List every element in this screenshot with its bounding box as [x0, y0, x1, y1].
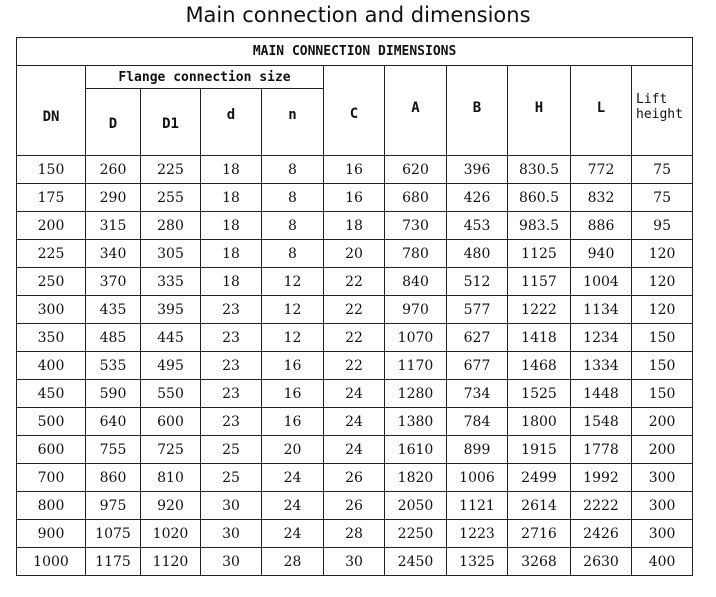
cell-lift-height: 75 — [632, 156, 693, 184]
header-c: C — [324, 66, 385, 156]
cell-n: 24 — [262, 464, 324, 492]
cell-h: 2614 — [508, 492, 571, 520]
cell-lift-height: 120 — [632, 296, 693, 324]
cell-n: 8 — [262, 156, 324, 184]
cell-a: 2450 — [385, 548, 447, 576]
cell-n: 16 — [262, 352, 324, 380]
cell-l: 772 — [571, 156, 632, 184]
cell-h: 1222 — [508, 296, 571, 324]
cell-b: 1223 — [447, 520, 508, 548]
cell-l: 1234 — [571, 324, 632, 352]
cell-d-hole: 23 — [201, 352, 262, 380]
cell-d-outer: 370 — [86, 268, 141, 296]
cell-n: 8 — [262, 240, 324, 268]
cell-lift-height: 150 — [632, 380, 693, 408]
cell-d1: 495 — [141, 352, 201, 380]
header-n: n — [262, 89, 324, 156]
cell-b: 784 — [447, 408, 508, 436]
cell-c: 28 — [324, 520, 385, 548]
table-row — [17, 240, 693, 268]
cell-a: 1170 — [385, 352, 447, 380]
cell-a: 620 — [385, 156, 447, 184]
cell-lift-height: 300 — [632, 492, 693, 520]
cell-lift-height: 150 — [632, 352, 693, 380]
cell-lift-height: 120 — [632, 268, 693, 296]
cell-dn: 600 — [17, 436, 86, 464]
table-row — [17, 212, 693, 240]
cell-d-hole: 18 — [201, 184, 262, 212]
cell-a: 970 — [385, 296, 447, 324]
cell-l: 1778 — [571, 436, 632, 464]
cell-l: 832 — [571, 184, 632, 212]
cell-a: 2050 — [385, 492, 447, 520]
cell-l: 1548 — [571, 408, 632, 436]
cell-d-hole: 18 — [201, 212, 262, 240]
cell-n: 20 — [262, 436, 324, 464]
cell-c: 24 — [324, 380, 385, 408]
table-row — [17, 380, 693, 408]
cell-d1: 335 — [141, 268, 201, 296]
cell-b: 677 — [447, 352, 508, 380]
cell-d-outer: 535 — [86, 352, 141, 380]
dimensions-table — [16, 37, 693, 576]
table-body — [17, 156, 693, 576]
table-row — [17, 436, 693, 464]
cell-l: 2630 — [571, 548, 632, 576]
cell-b: 480 — [447, 240, 508, 268]
header-lift-line1: Lift — [636, 91, 668, 107]
table-row — [17, 548, 693, 576]
cell-n: 12 — [262, 296, 324, 324]
cell-h: 830.5 — [508, 156, 571, 184]
cell-n: 8 — [262, 212, 324, 240]
cell-h: 1915 — [508, 436, 571, 464]
table-row — [17, 268, 693, 296]
cell-dn: 200 — [17, 212, 86, 240]
cell-a: 840 — [385, 268, 447, 296]
cell-l: 1448 — [571, 380, 632, 408]
cell-d-outer: 1175 — [86, 548, 141, 576]
cell-d-outer: 590 — [86, 380, 141, 408]
cell-d1: 305 — [141, 240, 201, 268]
cell-c: 24 — [324, 408, 385, 436]
cell-d-hole: 23 — [201, 296, 262, 324]
cell-d-hole: 30 — [201, 520, 262, 548]
cell-c: 20 — [324, 240, 385, 268]
cell-d1: 280 — [141, 212, 201, 240]
page-title: Main connection and dimensions — [185, 3, 531, 27]
cell-d-hole: 23 — [201, 324, 262, 352]
cell-lift-height: 75 — [632, 184, 693, 212]
cell-b: 627 — [447, 324, 508, 352]
cell-c: 26 — [324, 492, 385, 520]
cell-l: 1992 — [571, 464, 632, 492]
cell-dn: 250 — [17, 268, 86, 296]
cell-d-hole: 18 — [201, 240, 262, 268]
cell-b: 1325 — [447, 548, 508, 576]
cell-d1: 920 — [141, 492, 201, 520]
cell-n: 16 — [262, 380, 324, 408]
cell-dn: 800 — [17, 492, 86, 520]
cell-a: 1070 — [385, 324, 447, 352]
cell-c: 22 — [324, 352, 385, 380]
cell-l: 886 — [571, 212, 632, 240]
table-row — [17, 352, 693, 380]
cell-b: 512 — [447, 268, 508, 296]
table-row — [17, 184, 693, 212]
cell-lift-height: 200 — [632, 408, 693, 436]
cell-n: 24 — [262, 520, 324, 548]
cell-c: 22 — [324, 268, 385, 296]
cell-dn: 225 — [17, 240, 86, 268]
cell-lift-height: 150 — [632, 324, 693, 352]
cell-h: 2499 — [508, 464, 571, 492]
cell-l: 2222 — [571, 492, 632, 520]
header-dn: DN — [17, 66, 86, 156]
cell-dn: 350 — [17, 324, 86, 352]
cell-l: 1334 — [571, 352, 632, 380]
cell-d1: 1120 — [141, 548, 201, 576]
cell-n: 12 — [262, 324, 324, 352]
cell-b: 899 — [447, 436, 508, 464]
table-row — [17, 296, 693, 324]
cell-d-outer: 260 — [86, 156, 141, 184]
cell-h: 1800 — [508, 408, 571, 436]
cell-lift-height: 95 — [632, 212, 693, 240]
cell-dn: 400 — [17, 352, 86, 380]
cell-a: 2250 — [385, 520, 447, 548]
cell-b: 1121 — [447, 492, 508, 520]
cell-a: 1380 — [385, 408, 447, 436]
cell-d-outer: 290 — [86, 184, 141, 212]
cell-n: 28 — [262, 548, 324, 576]
cell-c: 18 — [324, 212, 385, 240]
cell-dn: 450 — [17, 380, 86, 408]
header-h: H — [508, 66, 571, 156]
cell-h: 860.5 — [508, 184, 571, 212]
cell-b: 577 — [447, 296, 508, 324]
cell-lift-height: 300 — [632, 520, 693, 548]
cell-d-hole: 18 — [201, 156, 262, 184]
cell-dn: 300 — [17, 296, 86, 324]
cell-dn: 900 — [17, 520, 86, 548]
cell-dn: 1000 — [17, 548, 86, 576]
cell-dn: 700 — [17, 464, 86, 492]
cell-d1: 445 — [141, 324, 201, 352]
cell-d-outer: 640 — [86, 408, 141, 436]
cell-dn: 175 — [17, 184, 86, 212]
cell-d-outer: 340 — [86, 240, 141, 268]
cell-d1: 725 — [141, 436, 201, 464]
cell-c: 22 — [324, 324, 385, 352]
table-row — [17, 324, 693, 352]
cell-d-outer: 435 — [86, 296, 141, 324]
cell-d-hole: 23 — [201, 408, 262, 436]
cell-a: 680 — [385, 184, 447, 212]
cell-h: 983.5 — [508, 212, 571, 240]
cell-d-outer: 1075 — [86, 520, 141, 548]
cell-h: 3268 — [508, 548, 571, 576]
cell-h: 2716 — [508, 520, 571, 548]
table-caption: MAIN CONNECTION DIMENSIONS — [17, 38, 693, 66]
cell-d1: 810 — [141, 464, 201, 492]
cell-a: 780 — [385, 240, 447, 268]
cell-d-outer: 755 — [86, 436, 141, 464]
cell-d-hole: 25 — [201, 464, 262, 492]
header-l: L — [571, 66, 632, 156]
cell-d1: 600 — [141, 408, 201, 436]
cell-d-outer: 315 — [86, 212, 141, 240]
cell-d-outer: 485 — [86, 324, 141, 352]
cell-a: 730 — [385, 212, 447, 240]
header-lift-line2: height — [636, 106, 683, 122]
cell-l: 940 — [571, 240, 632, 268]
cell-d-outer: 860 — [86, 464, 141, 492]
cell-b: 453 — [447, 212, 508, 240]
cell-n: 8 — [262, 184, 324, 212]
header-d1: D1 — [141, 89, 201, 156]
header-a: A — [385, 66, 447, 156]
table-row — [17, 492, 693, 520]
cell-d1: 395 — [141, 296, 201, 324]
cell-n: 12 — [262, 268, 324, 296]
cell-a: 1610 — [385, 436, 447, 464]
cell-b: 1006 — [447, 464, 508, 492]
cell-lift-height: 200 — [632, 436, 693, 464]
table-row — [17, 156, 693, 184]
cell-c: 16 — [324, 156, 385, 184]
cell-l: 2426 — [571, 520, 632, 548]
table-row — [17, 520, 693, 548]
cell-d-hole: 23 — [201, 380, 262, 408]
cell-c: 26 — [324, 464, 385, 492]
cell-l: 1004 — [571, 268, 632, 296]
header-d-outer: D — [86, 89, 141, 156]
table-row — [17, 464, 693, 492]
cell-b: 426 — [447, 184, 508, 212]
cell-d-hole: 30 — [201, 548, 262, 576]
header-lift-height — [632, 66, 693, 156]
cell-c: 16 — [324, 184, 385, 212]
cell-d-hole: 18 — [201, 268, 262, 296]
cell-lift-height: 300 — [632, 464, 693, 492]
cell-c: 24 — [324, 436, 385, 464]
cell-h: 1125 — [508, 240, 571, 268]
cell-n: 16 — [262, 408, 324, 436]
cell-c: 30 — [324, 548, 385, 576]
table-row — [17, 408, 693, 436]
cell-d1: 550 — [141, 380, 201, 408]
cell-h: 1157 — [508, 268, 571, 296]
cell-dn: 500 — [17, 408, 86, 436]
cell-d1: 1020 — [141, 520, 201, 548]
header-flange-group: Flange connection size — [86, 66, 324, 89]
cell-c: 22 — [324, 296, 385, 324]
cell-lift-height: 400 — [632, 548, 693, 576]
cell-a: 1280 — [385, 380, 447, 408]
cell-h: 1468 — [508, 352, 571, 380]
cell-d-hole: 25 — [201, 436, 262, 464]
cell-d-outer: 975 — [86, 492, 141, 520]
header-d-hole: d — [201, 89, 262, 156]
cell-dn: 150 — [17, 156, 86, 184]
cell-b: 396 — [447, 156, 508, 184]
cell-l: 1134 — [571, 296, 632, 324]
cell-d1: 255 — [141, 184, 201, 212]
cell-d-hole: 30 — [201, 492, 262, 520]
cell-b: 734 — [447, 380, 508, 408]
cell-d1: 225 — [141, 156, 201, 184]
header-b: B — [447, 66, 508, 156]
cell-n: 24 — [262, 492, 324, 520]
cell-a: 1820 — [385, 464, 447, 492]
cell-lift-height: 120 — [632, 240, 693, 268]
cell-h: 1525 — [508, 380, 571, 408]
cell-h: 1418 — [508, 324, 571, 352]
